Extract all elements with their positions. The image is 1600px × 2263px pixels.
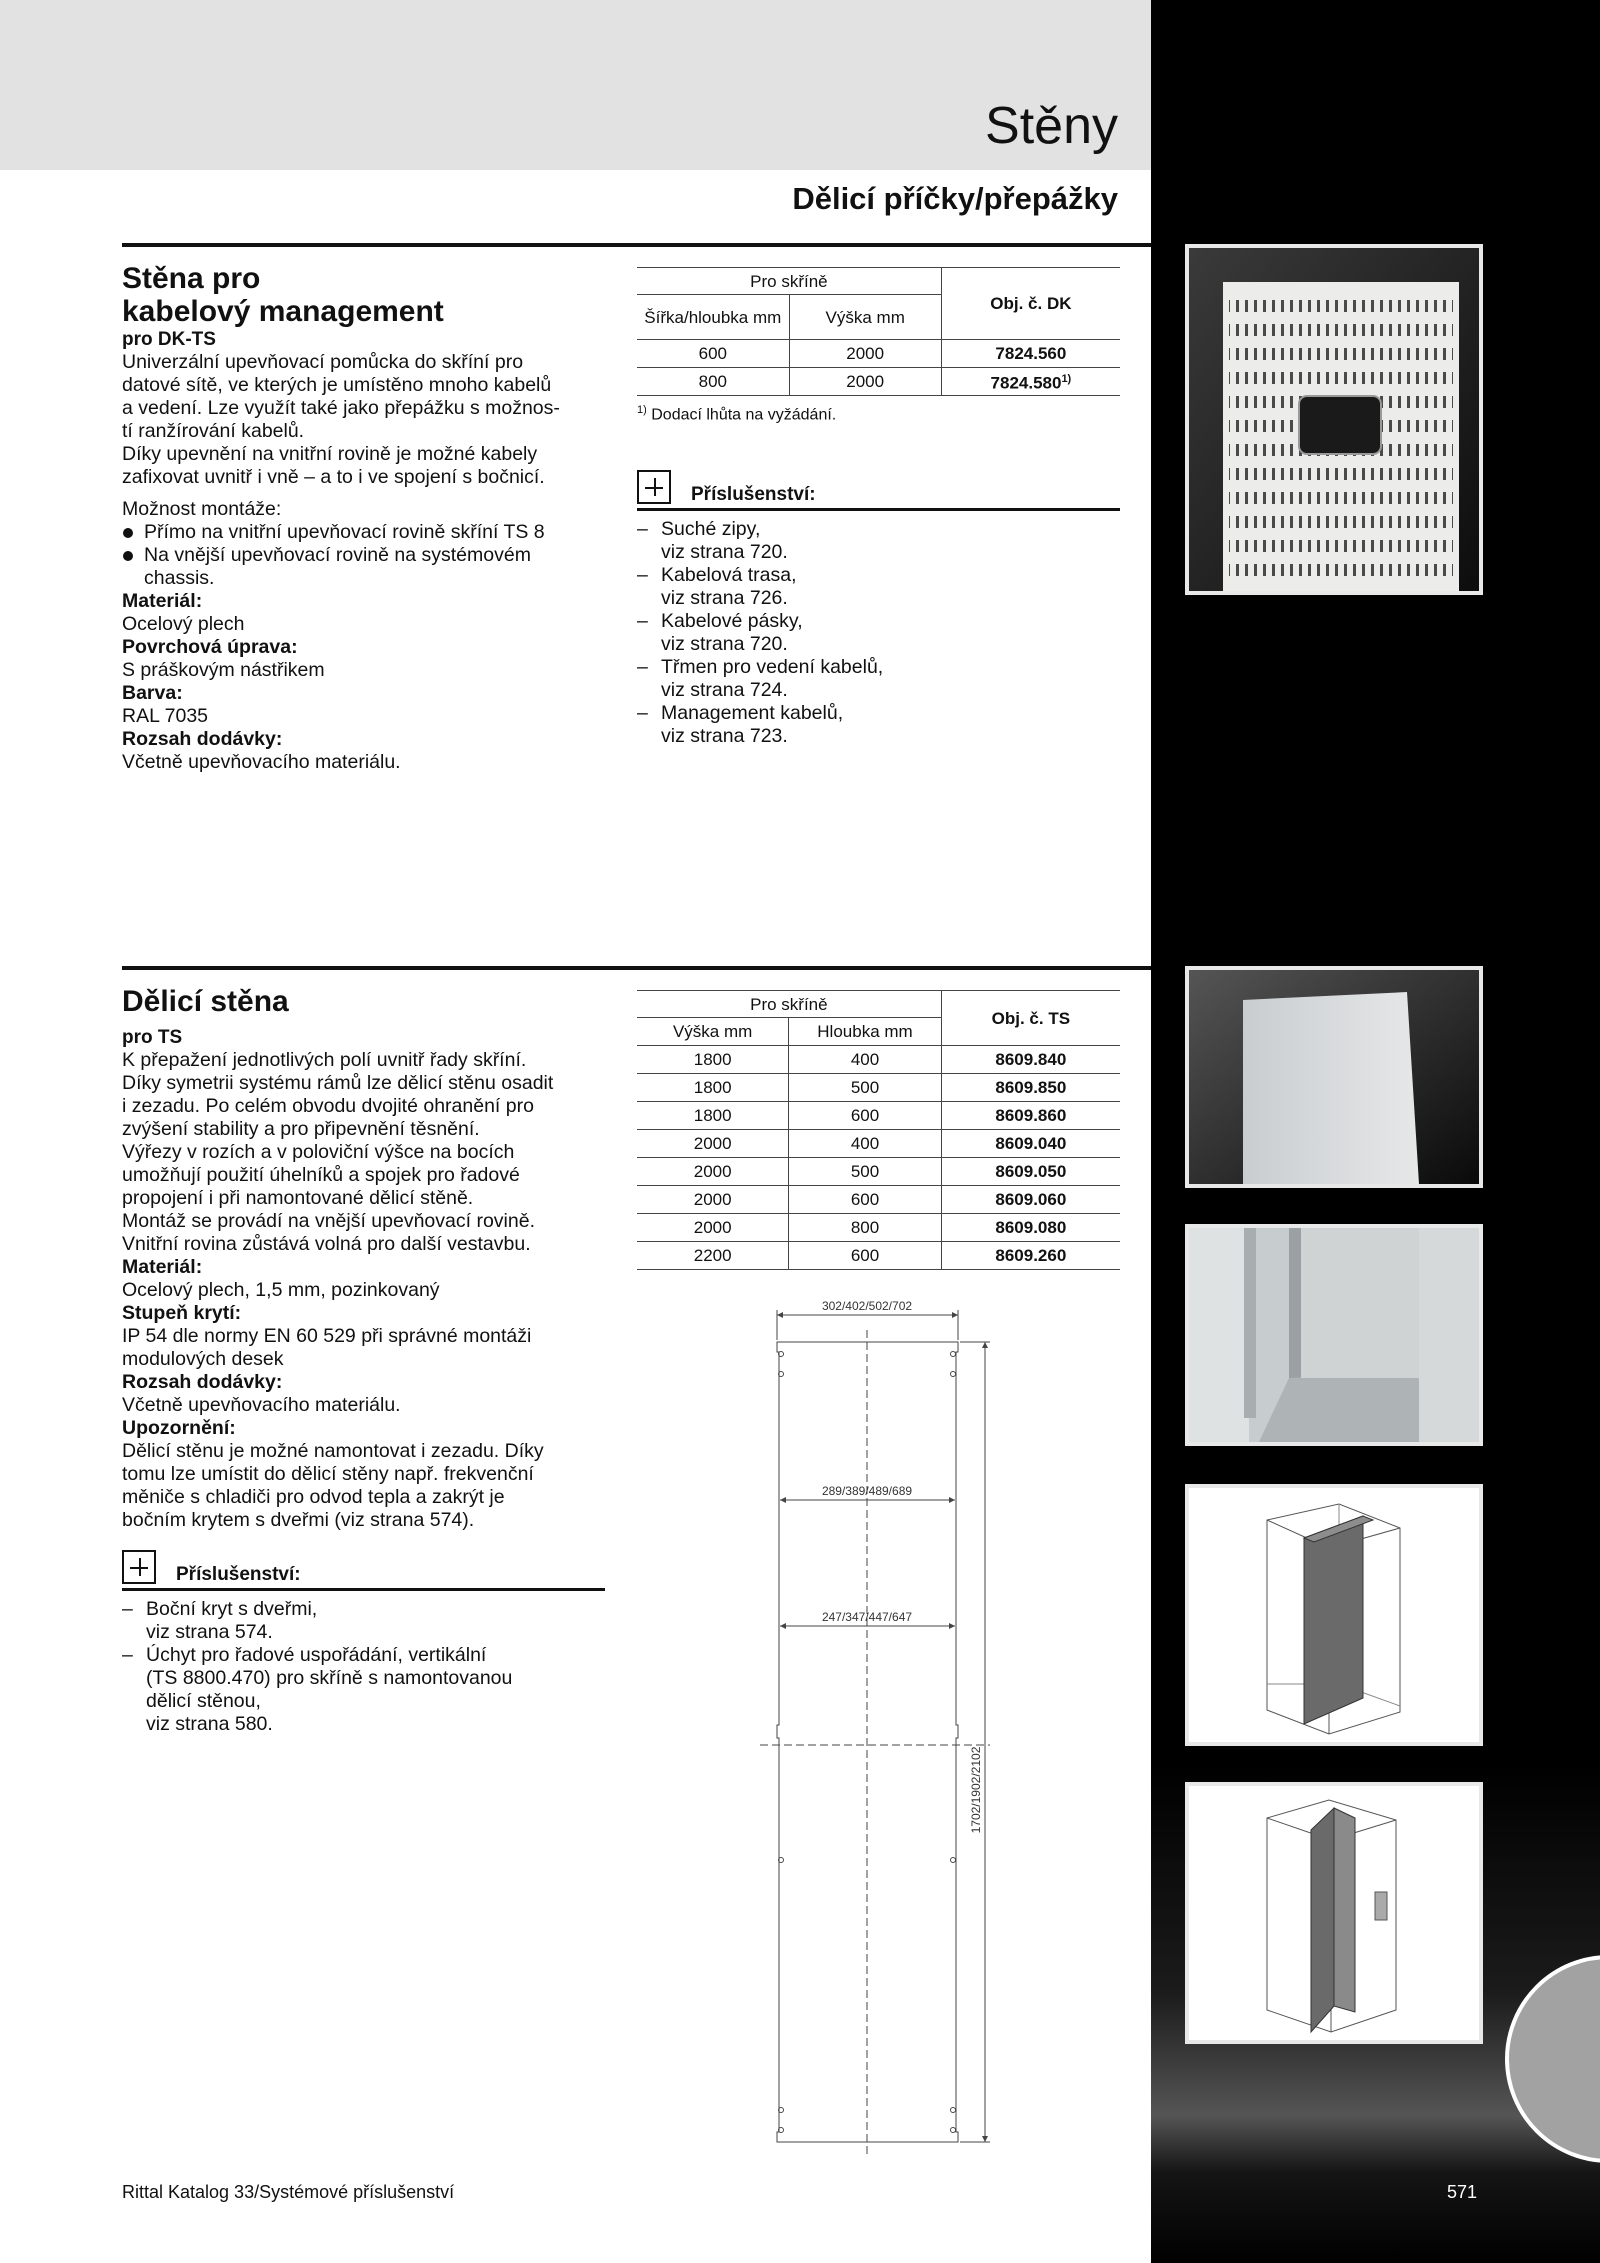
installed-wall-image xyxy=(1189,1228,1479,1442)
accessories-ts xyxy=(122,1550,605,1590)
ip-label: Stupeň krytí: xyxy=(122,1302,242,1324)
cable-management-panel-photo xyxy=(1185,244,1483,595)
table-row: 1800 500 8609.850 xyxy=(637,1074,1120,1102)
material-label: Materiál: xyxy=(122,590,203,612)
footnote: $^{1)}$ Dodací lhůta na vyžádání. xyxy=(637,404,837,424)
mount-list xyxy=(122,521,612,590)
wall-diagram-side xyxy=(1185,1782,1483,2044)
table-header-order: Obj. č. DK xyxy=(941,268,1120,340)
color-value: RAL 7035 xyxy=(122,705,209,727)
dim-height-label: 1702/1902/2102 xyxy=(969,1746,983,1834)
accessories-list xyxy=(122,1598,612,1736)
table-row: 2000 800 8609.080 xyxy=(637,1214,1120,1242)
table-header-height: Výška mm xyxy=(637,1018,789,1046)
perforated-panel-image xyxy=(1189,248,1479,591)
material-label: Materiál: xyxy=(122,1256,203,1278)
divider-panel-image xyxy=(1189,970,1479,1184)
note-label: Upozornění: xyxy=(122,1417,236,1439)
table-row: 2000 600 8609.060 xyxy=(637,1186,1120,1214)
section-cable-management-text xyxy=(122,262,612,774)
surface-label: Povrchová úprava: xyxy=(122,636,298,658)
description: Univerzální upevňovací pomůcka do skříní pro datové sítě, ve kterých je umístěno mnoho kabelů a vedení. Lze využít také jako přepážku s možnos- tí ranžírování kabelů. Díky upevnění na vnitřní rovině je možné kabely zafixovat uvnitř i vně – a to i ve spojení s bočnicí. Možnost montáže: Přímo na vnitřní upevňovací rovině skříní TS 8 Na vnější upevňovací rovině na systémovém chassis. Materiál: Ocelový plech Povrchová úprava: S práškovým nástřikem Barva: RAL 7035 Rozsah dodávky: Včetně upevňovacího materiálu. xyxy=(122,351,612,774)
material-value: Ocelový plech xyxy=(122,613,245,635)
section-divider xyxy=(122,243,1151,247)
dim-cutout-width-label: 247/347/447/647 xyxy=(821,1610,913,1624)
surface-value: S práškovým nástřikem xyxy=(122,659,325,681)
mount-label: Možnost montáže: xyxy=(122,498,282,520)
list-item: Na vnější upevňovací rovině na systémovém chassis. xyxy=(122,544,584,590)
cabinet-wall-icon xyxy=(1189,1488,1479,1742)
table-header-width: Šířka/hloubka mm xyxy=(637,295,789,340)
scope-label: Rozsah dodávky: xyxy=(122,1371,283,1393)
plus-icon xyxy=(122,1550,156,1584)
table-row: 2000 500 8609.050 xyxy=(637,1158,1120,1186)
accessories-title: Příslušenství: xyxy=(691,484,816,505)
list-item: – Kabelová trasa, viz strana 726. xyxy=(637,564,1120,610)
scope-value: Včetně upevňovacího materiálu. xyxy=(122,1394,401,1416)
section-subheading: pro TS xyxy=(122,1027,183,1048)
order-table-ts xyxy=(637,990,1120,1270)
table-row: 800 2000 7824.580$^{1)}$ xyxy=(637,368,1120,396)
description: K přepažení jednotlivých polí uvnitř řady skříní. Díky symetrii systému rámů lze dělicí stěnu osadit i zezadu. Po celém obvodu dvojité ohranění pro zvýšení stability a pro připevnění těsnění. Výřezy v rozích a v poloviční výšce na bocích umožňují použití úhelníků a spojek pro řadové propojení i při namontované dělicí stěně. Montáž se provádí na vnější upevňovací rovině. Vnitřní rovina zůstává volná pro další vestavbu. Materiál: Ocelový plech, 1,5 mm, pozinkovaný Stupeň krytí: IP 54 dle normy EN 60 529 při správné montáži modulových desek Rozsah dodávky: Včetně upevňovacího materiálu. Upozornění: Dělicí stěnu je možné namontovat i zezadu. Díky tomu lze umístit do dělicí stěny např. frekvenční měniče s chladiči pro odvod tepla a zakrýt je bočním krytem s dveřmi (viz strana 574). xyxy=(122,1049,612,1532)
accessories-list xyxy=(637,518,1120,748)
section-divider xyxy=(122,966,1151,970)
table-header-order: Obj. č. TS xyxy=(941,991,1120,1046)
list-item: – Úchyt pro řadové uspořádání, vertikální (TS 8800.470) pro skříně s namontovanou dělicí stěnou, viz strana 580. xyxy=(122,1644,612,1736)
table-row: 600 2000 7824.560 xyxy=(637,340,1120,368)
header-band xyxy=(0,0,1151,170)
divider xyxy=(637,508,1120,511)
page-number: 571 xyxy=(1447,2182,1478,2202)
table-row: 1800 600 8609.860 xyxy=(637,1102,1120,1130)
divider xyxy=(122,1588,605,1591)
material-value: Ocelový plech, 1,5 mm, pozinkovaný xyxy=(122,1279,440,1301)
table-header-depth: Hloubka mm xyxy=(789,1018,941,1046)
list-item: Přímo na vnitřní upevňovací rovině skříní TS 8 xyxy=(122,521,612,544)
scope-value: Včetně upevňovacího materiálu. xyxy=(122,751,401,773)
dim-inner-width-label: 289/389/489/689 xyxy=(821,1484,913,1498)
page-title: Stěny xyxy=(985,97,1118,155)
scope-label: Rozsah dodávky: xyxy=(122,728,283,750)
table-row: 2000 400 8609.040 xyxy=(637,1130,1120,1158)
table-row: 1800 400 8609.840 xyxy=(637,1046,1120,1074)
wall-diagram-front xyxy=(1185,1484,1483,1746)
cabinet-side-wall-icon xyxy=(1189,1786,1479,2040)
footer-catalog: Rittal Katalog 33/Systémové příslušenství xyxy=(122,2182,455,2202)
list-item: – Management kabelů, viz strana 723. xyxy=(637,702,1120,748)
order-table-dk xyxy=(637,267,1120,396)
table-header-height: Výška mm xyxy=(789,295,941,340)
color-label: Barva: xyxy=(122,682,183,704)
accessories-title: Příslušenství: xyxy=(176,1564,301,1585)
installed-wall-photo xyxy=(1185,1224,1483,1446)
list-item: – Kabelové pásky, viz strana 720. xyxy=(637,610,1120,656)
accessories-dk xyxy=(637,470,1120,748)
table-group-header: Pro skříně xyxy=(637,991,941,1018)
section-heading: Stěna pro kabelový management xyxy=(122,262,444,328)
section-heading: Dělicí stěna xyxy=(122,985,289,1018)
table-row: 2200 600 8609.260 xyxy=(637,1242,1120,1270)
table-group-header: Pro skříně xyxy=(637,268,941,295)
divider-panel-photo xyxy=(1185,966,1483,1188)
dimension-drawing xyxy=(740,1290,1010,2160)
section-subheading: pro DK-TS xyxy=(122,329,216,350)
list-item: – Suché zipy, viz strana 720. xyxy=(637,518,1120,564)
dim-width-label: 302/402/502/702 xyxy=(821,1299,913,1313)
list-item: – Boční kryt s dveřmi, viz strana 574. xyxy=(122,1598,612,1644)
page-subtitle: Dělicí příčky/přepážky xyxy=(792,181,1118,216)
plus-icon xyxy=(637,470,671,504)
section-divider-wall-text xyxy=(122,985,612,1736)
list-item: – Třmen pro vedení kabelů, viz strana 724. xyxy=(637,656,1120,702)
